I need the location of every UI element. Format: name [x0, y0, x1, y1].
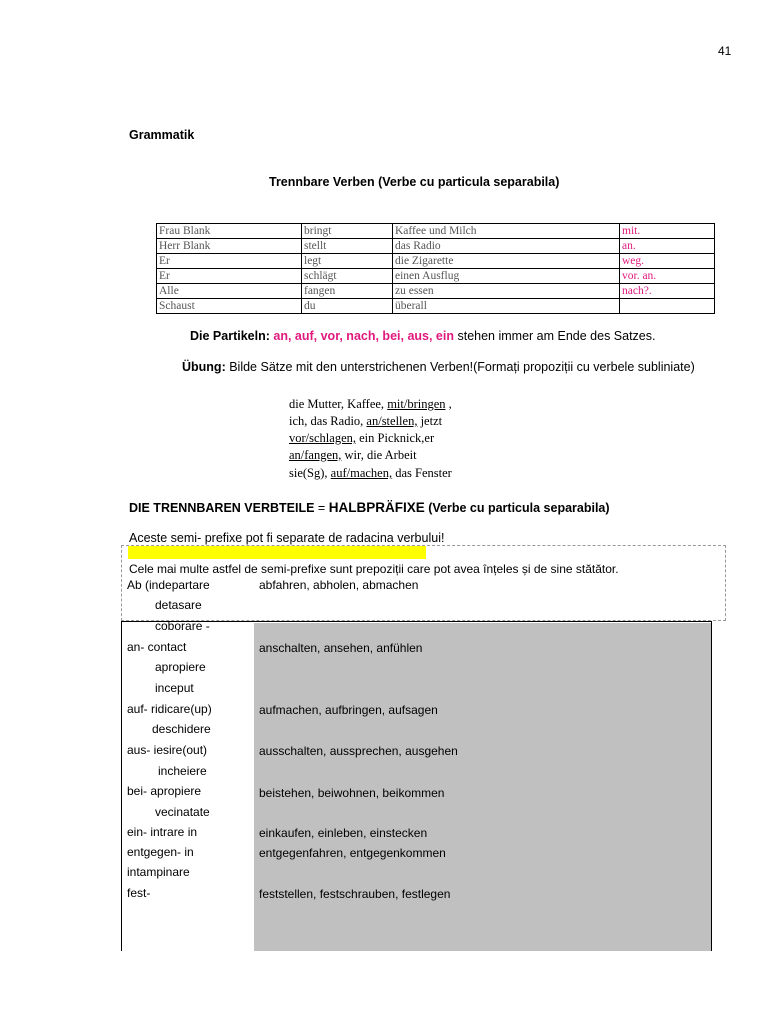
prefix-verbs: aufmachen, aufbringen, aufsagen — [259, 703, 438, 717]
ubung-text: Bilde Sätze mit den unterstrichenen Verben!(Formați propoziții cu verbele subliniate) — [229, 360, 695, 374]
table-cell: Er — [157, 269, 302, 284]
table-cell: an. — [620, 239, 715, 254]
exercise-text: jetzt — [417, 414, 443, 428]
prefix-label: auf- ridicare(up) — [127, 702, 212, 716]
section2-title — [129, 500, 610, 515]
main-title: Trennbare Verben (Verbe cu particula separabila) — [269, 175, 560, 189]
exercise-text: , — [445, 397, 452, 411]
table-row — [157, 269, 715, 284]
prefix-verbs: entgegenfahren, entgegenkommen — [259, 846, 446, 860]
exercise-text: das Fenster — [392, 466, 452, 480]
table-row — [157, 239, 715, 254]
partikeln-line — [190, 329, 655, 343]
table-cell: Herr Blank — [157, 239, 302, 254]
ubung-label: Übung: — [182, 360, 226, 374]
table-cell: die Zigarette — [393, 254, 620, 269]
prefix-label: an- contact — [127, 640, 187, 654]
table-row — [157, 224, 715, 239]
section2-title-a: DIE TRENNBAREN VERBTEILE — [129, 501, 315, 515]
table-cell: überall — [393, 299, 620, 314]
section-title: Grammatik — [129, 128, 195, 142]
note-prepositions: Cele mai multe astfel de semi-prefixe sunt prepoziții care pot avea înțeles și de sine stătător. — [129, 562, 619, 576]
prefix-meaning: inceput — [155, 681, 194, 695]
section2-eq: = — [317, 501, 326, 515]
verb-table — [156, 223, 715, 314]
table-cell — [620, 299, 715, 314]
partikeln-label: Die Partikeln: — [190, 329, 270, 343]
section2-title-c: (Verbe cu particula separabila) — [428, 501, 610, 515]
prefix-meaning: coborare - — [155, 619, 210, 633]
prefix-verbs: beistehen, beiwohnen, beikommen — [259, 786, 445, 800]
highlight-bar — [128, 546, 426, 559]
exercise-text: wir, die Arbeit — [341, 448, 417, 462]
table-cell: Alle — [157, 284, 302, 299]
frame-left — [121, 621, 122, 951]
prefix-label: Ab (indepartare — [127, 578, 210, 592]
prefix-verbs: einkaufen, einleben, einstecken — [259, 826, 428, 840]
exercise-text: die Mutter, Kaffee, — [289, 397, 388, 411]
prefix-label: aus- iesire(out) — [127, 743, 208, 757]
section2-title-b: HALBPRÄFIXE — [328, 500, 425, 515]
prefix-label: fest- — [127, 886, 151, 900]
table-cell: fangen — [302, 284, 393, 299]
prefix-meaning: vecinatate — [155, 805, 210, 819]
ubung-line — [182, 360, 695, 374]
prefix-meaning: intampinare — [127, 865, 190, 879]
exercise-text: sie(Sg), — [289, 466, 331, 480]
exercise-line — [289, 431, 434, 446]
table-cell: du — [302, 299, 393, 314]
prefix-meaning: detasare — [155, 598, 202, 612]
exercise-verb: vor/schlagen, — [289, 431, 356, 445]
exercise-text: ein Picknick,er — [356, 431, 435, 445]
exercise-line — [289, 448, 417, 463]
table-cell: schlägt — [302, 269, 393, 284]
prefix-label: ein- intrare in — [127, 825, 198, 839]
table-row — [157, 284, 715, 299]
table-cell: Schaust — [157, 299, 302, 314]
prefix-meaning: incheiere — [158, 764, 207, 778]
table-cell: legt — [302, 254, 393, 269]
table-cell: Frau Blank — [157, 224, 302, 239]
prefix-verbs: ausschalten, aussprechen, ausgehen — [259, 744, 458, 758]
exercise-verb: an/stellen, — [366, 414, 418, 428]
table-cell: zu essen — [393, 284, 620, 299]
table-cell: Kaffee und Milch — [393, 224, 620, 239]
exercise-verb: an/fangen, — [289, 448, 342, 462]
table-cell: bringt — [302, 224, 393, 239]
prefix-meaning: deschidere — [152, 722, 211, 736]
exercise-line — [289, 397, 452, 412]
prefix-label: entgegen- in — [127, 845, 194, 859]
table-cell: nach?. — [620, 284, 715, 299]
frame-right — [711, 621, 712, 951]
note-separable: Aceste semi- prefixe pot fi separate de radacina verbului! — [129, 531, 445, 545]
table-row — [157, 299, 715, 314]
table-cell: stellt — [302, 239, 393, 254]
exercise-text: ich, das Radio, — [289, 414, 367, 428]
exercise-verb: mit/bringen — [387, 397, 446, 411]
prefix-verbs: abfahren, abholen, abmachen — [259, 578, 419, 592]
prefix-verbs: feststellen, festschrauben, festlegen — [259, 887, 451, 901]
prefix-label: bei- apropiere — [127, 784, 202, 798]
table-cell: vor. an. — [620, 269, 715, 284]
table-cell: einen Ausflug — [393, 269, 620, 284]
page-number: 41 — [718, 44, 732, 58]
exercise-line — [289, 466, 452, 481]
exercise-line — [289, 414, 442, 429]
exercise-verb: auf/machen, — [330, 466, 393, 480]
table-cell: Er — [157, 254, 302, 269]
prefix-verbs: anschalten, ansehen, anfühlen — [259, 641, 423, 655]
partikeln-list: an, auf, vor, nach, bei, aus, ein — [273, 329, 454, 343]
partikeln-rest: stehen immer am Ende des Satzes. — [457, 329, 656, 343]
prefix-meaning: apropiere — [155, 660, 206, 674]
table-row — [157, 254, 715, 269]
table-cell: mit. — [620, 224, 715, 239]
table-cell: das Radio — [393, 239, 620, 254]
table-cell: weg. — [620, 254, 715, 269]
